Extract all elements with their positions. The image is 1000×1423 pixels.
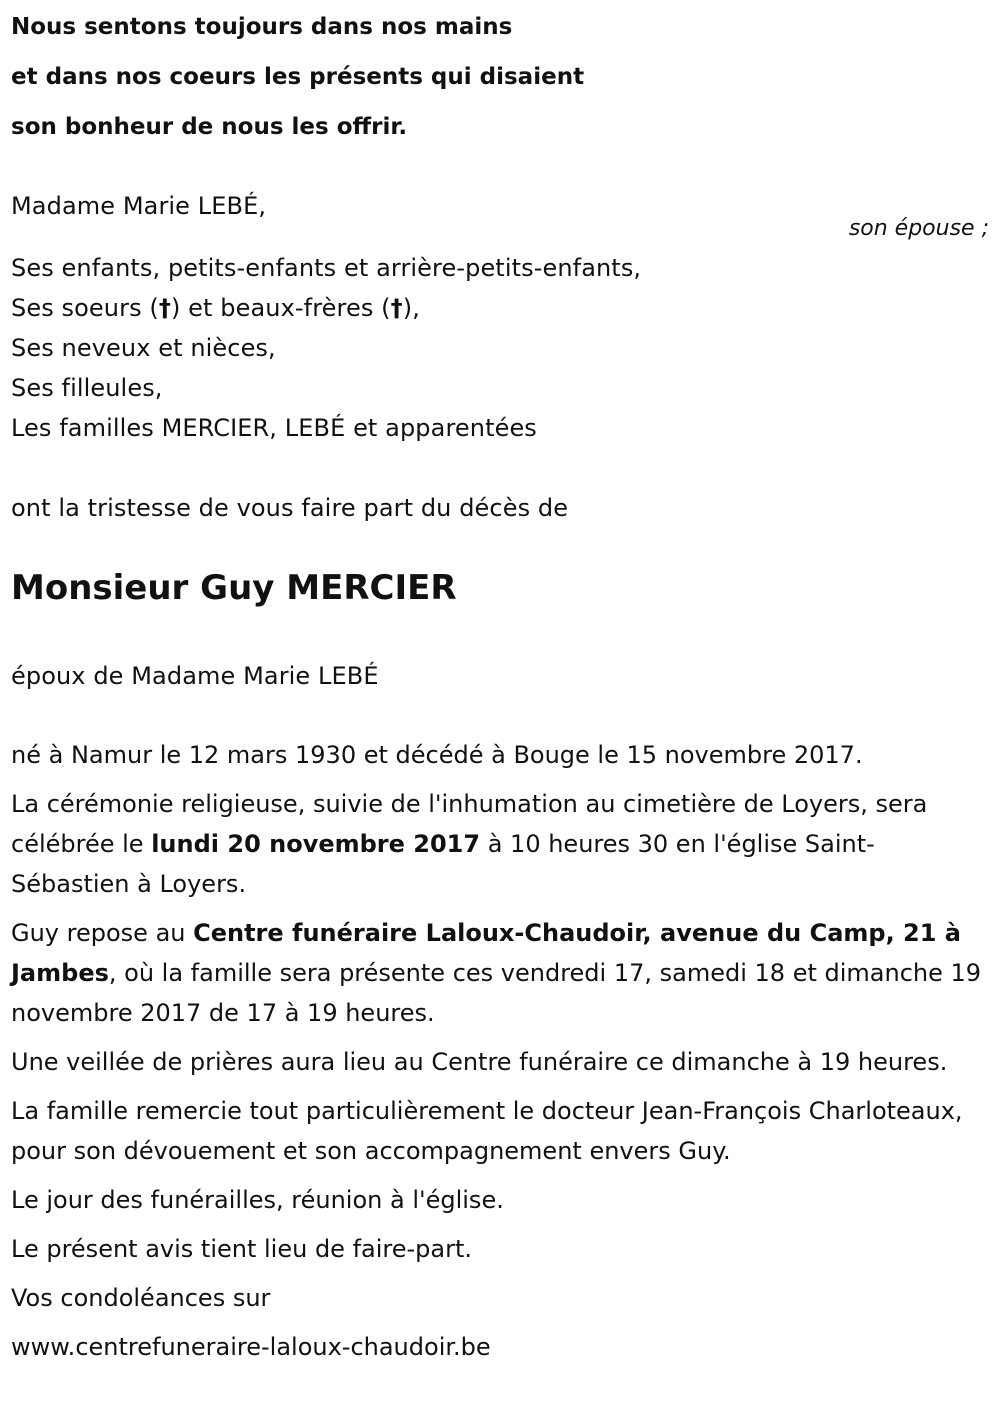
rest-post: , où la famille sera présente ces vendredi 17, samedi 18 et dimanche 19 novembre 2017 de 17 à 19 heures. xyxy=(11,959,982,1027)
poem-line-1: Nous sentons toujours dans nos mains xyxy=(11,14,513,40)
sisters-text-a: Ses soeurs ( xyxy=(11,294,159,322)
family-list xyxy=(11,248,641,448)
meeting: Le jour des funérailles, réunion à l'église. xyxy=(11,1186,504,1214)
vigil: Une veillée de prières aura lieu au Centre funéraire ce dimanche à 19 heures. xyxy=(11,1048,948,1076)
family-sisters xyxy=(11,288,641,328)
cross-icon: † xyxy=(158,294,171,322)
notice: Le présent avis tient lieu de faire-part. xyxy=(11,1235,473,1263)
thanks: La famille remercie tout particulièrement le docteur Jean-François Charloteaux, pour son dévouement et son accompagnement envers Guy. xyxy=(11,1097,963,1165)
family-children: Ses enfants, petits-enfants et arrière-petits-enfants, xyxy=(11,254,642,282)
cross-icon: † xyxy=(390,294,403,322)
poem-line-3: son bonheur de nous les offrir. xyxy=(11,114,408,140)
website-link[interactable]: www.centrefuneraire-laloux-chaudoir.be xyxy=(11,1333,491,1361)
ceremony-pre: La cérémonie religieuse, suivie de l'inhumation au cimetière de Loyers, sera célébrée le xyxy=(11,790,928,858)
details xyxy=(11,735,991,1376)
deceased-name: Monsieur Guy MERCIER xyxy=(11,568,457,608)
ceremony-post: à 10 heures 30 en l'église Saint-Sébastien à Loyers. xyxy=(11,830,875,898)
sisters-text-b: ) et beaux-frères ( xyxy=(170,294,391,322)
ceremony-date: lundi 20 novembre 2017 xyxy=(151,830,481,858)
family-nephews: Ses neveux et nièces, xyxy=(11,334,276,362)
birth-death: né à Namur le 12 mars 1930 et décédé à Bouge le 15 novembre 2017. xyxy=(11,741,863,769)
wife-role: son épouse ; xyxy=(848,216,989,241)
obituary-page xyxy=(11,0,991,1361)
rest-place: Centre funéraire Laloux-Chaudoir, avenue du Camp, 21 à Jambes xyxy=(11,919,961,987)
rest xyxy=(11,913,991,1033)
sisters-text-c: ), xyxy=(402,294,420,322)
family-families: Les familles MERCIER, LEBÉ et apparentées xyxy=(11,414,537,442)
family-goddaughters: Ses filleules, xyxy=(11,374,163,402)
announcement: ont la tristesse de vous faire part du décès de xyxy=(11,494,569,522)
poem xyxy=(11,2,991,152)
rest-pre: Guy repose au xyxy=(11,919,194,947)
wife-name: Madame Marie LEBÉ, xyxy=(11,192,267,220)
condolences: Vos condoléances sur xyxy=(11,1284,271,1312)
spouse-line: époux de Madame Marie LEBÉ xyxy=(11,662,379,690)
poem-line-2: et dans nos coeurs les présents qui disaient xyxy=(11,64,585,90)
ceremony xyxy=(11,784,991,904)
